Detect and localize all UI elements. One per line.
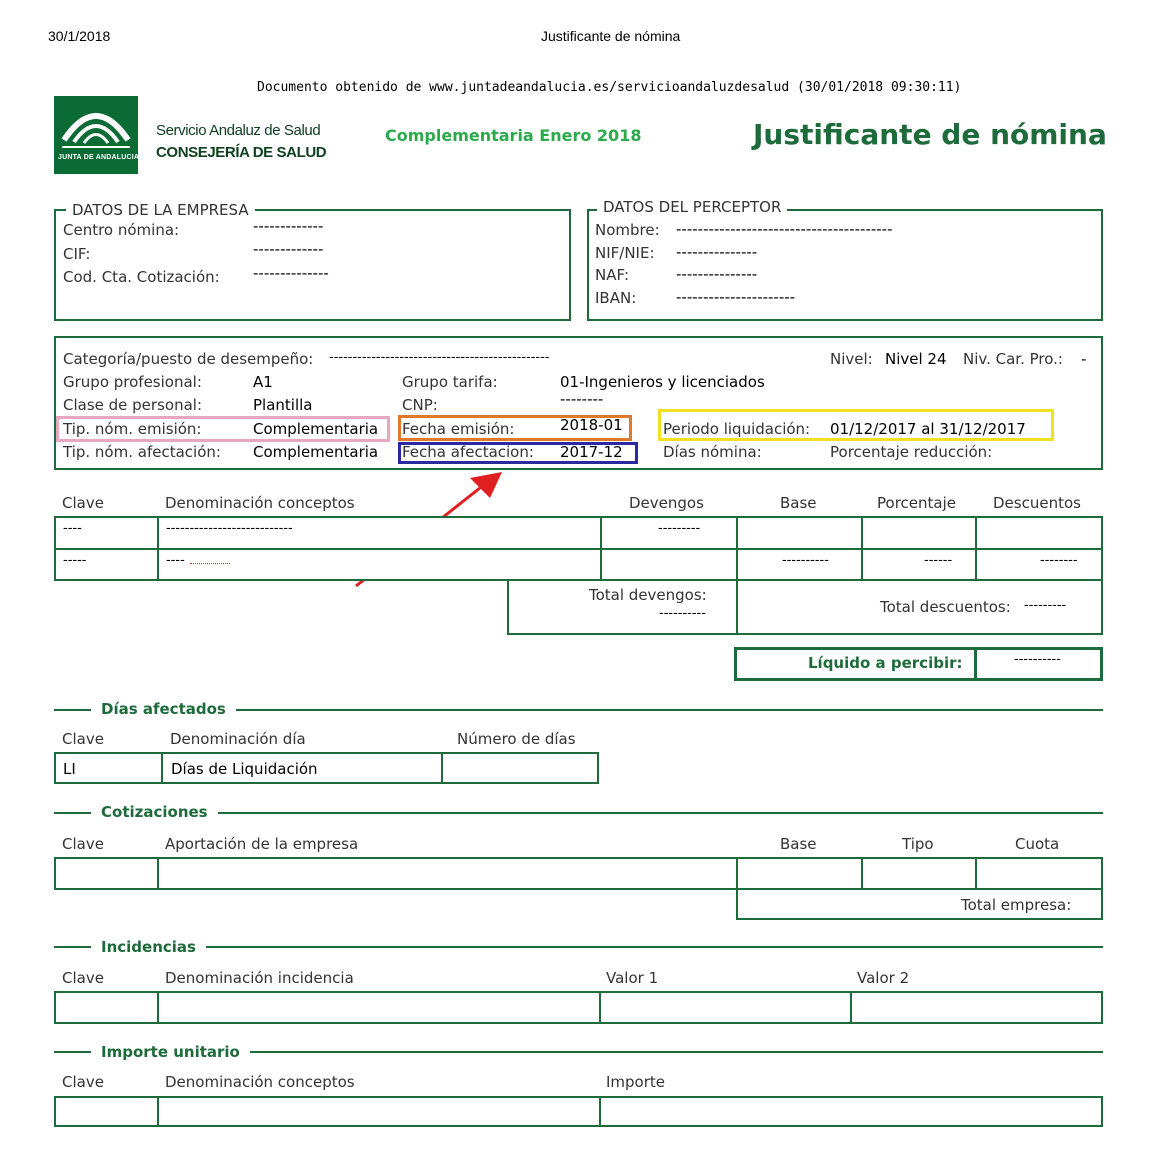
cot-header-cuota: Cuota bbox=[1015, 835, 1060, 853]
dias-nomina-label: Días nómina: bbox=[663, 443, 762, 461]
cot-header-tipo: Tipo bbox=[902, 835, 934, 853]
highlight-fecha-emision bbox=[398, 415, 632, 441]
highlight-periodo bbox=[658, 409, 1054, 441]
total-descuentos-label: Total descuentos: bbox=[880, 598, 1011, 616]
cif-value: ------------- bbox=[253, 240, 324, 258]
cotizaciones-table bbox=[54, 857, 1103, 890]
org-name: Servicio Andaluz de Salud bbox=[156, 122, 321, 139]
conceptos-col-divider bbox=[157, 516, 159, 581]
liquido-value: ---------- bbox=[1014, 652, 1061, 667]
table-cell: ----- bbox=[63, 553, 87, 568]
grupo-tarifa-value: 01-Ingenieros y licenciados bbox=[560, 373, 765, 391]
main-title: Justificante de nómina bbox=[753, 118, 1107, 151]
cot-header-base: Base bbox=[780, 835, 817, 853]
conceptos-col-divider bbox=[861, 516, 863, 581]
centro-nomina-label: Centro nómina: bbox=[63, 221, 180, 239]
nombre-label: Nombre: bbox=[595, 221, 660, 239]
nivel-value: Nivel 24 bbox=[885, 350, 947, 368]
conceptos-header-porcentaje: Porcentaje bbox=[877, 494, 956, 512]
org-dept: CONSEJERÍA DE SALUD bbox=[156, 144, 327, 161]
imp-header-denominacion: Denominación conceptos bbox=[165, 1073, 355, 1091]
importe-unitario-table bbox=[54, 1096, 1103, 1127]
incidencias-title: Incidencias bbox=[91, 938, 206, 956]
dias-afectados-title: Días afectados bbox=[91, 700, 236, 718]
conceptos-row-divider bbox=[54, 548, 1103, 550]
cot-col-divider bbox=[157, 857, 159, 890]
fecha-emision-label: Fecha emisión: bbox=[402, 420, 515, 438]
dias-cell-clave: LI bbox=[63, 760, 76, 778]
conceptos-col-divider bbox=[975, 516, 977, 581]
cod-cta-label: Cod. Cta. Cotización: bbox=[63, 268, 220, 286]
incidencias-table bbox=[54, 991, 1103, 1024]
iban-value: ---------------------- bbox=[676, 288, 796, 306]
table-cell: ---- bbox=[63, 521, 82, 536]
table-cell: ------ bbox=[924, 553, 953, 568]
grupo-prof-label: Grupo profesional: bbox=[63, 373, 202, 391]
cod-cta-value: -------------- bbox=[253, 264, 329, 282]
conceptos-header-devengos: Devengos bbox=[629, 494, 704, 512]
nivel-label: Nivel: bbox=[830, 350, 873, 368]
junta-logo bbox=[54, 96, 138, 174]
liquido-label: Líquido a percibir: bbox=[808, 654, 963, 672]
cnp-value: -------- bbox=[560, 390, 604, 408]
total-devengos-value: ---------- bbox=[659, 606, 706, 621]
importe-unitario-title: Importe unitario bbox=[91, 1043, 250, 1061]
empresa-legend: DATOS DE LA EMPRESA bbox=[66, 201, 255, 219]
dias-table bbox=[54, 752, 599, 784]
conceptos-col-divider bbox=[600, 516, 602, 581]
categoria-value: ----------------------------------------------- bbox=[329, 350, 550, 365]
total-empresa-label: Total empresa: bbox=[961, 896, 1072, 914]
highlight-fecha-afect bbox=[398, 442, 638, 464]
liquido-divider bbox=[974, 647, 977, 681]
periodo-value: 01/12/2017 al 31/12/2017 bbox=[830, 420, 1026, 438]
junta-arch-logo-icon bbox=[54, 96, 138, 174]
inc-header-denominacion: Denominación incidencia bbox=[165, 969, 354, 987]
conceptos-header-clave: Clave bbox=[62, 494, 104, 512]
grupo-tarifa-label: Grupo tarifa: bbox=[402, 373, 498, 391]
dias-col-divider bbox=[161, 752, 163, 784]
inc-col-divider bbox=[599, 991, 601, 1024]
total-devengos-label: Total devengos: bbox=[589, 586, 707, 604]
cnp-label: CNP: bbox=[402, 396, 438, 414]
inc-header-valor1: Valor 1 bbox=[606, 969, 659, 987]
centro-nomina-value: ------------- bbox=[253, 217, 324, 235]
cotizaciones-title: Cotizaciones bbox=[91, 803, 218, 821]
conceptos-col-divider bbox=[736, 516, 738, 581]
tip-afect-value: Complementaria bbox=[253, 443, 379, 461]
tip-emision-label: Tip. nóm. emisión: bbox=[63, 420, 202, 438]
imp-header-importe: Importe bbox=[606, 1073, 666, 1091]
imp-col-divider bbox=[599, 1096, 601, 1127]
fecha-afect-label: Fecha afectacion: bbox=[402, 443, 534, 461]
cot-col-divider bbox=[736, 857, 738, 890]
print-title: Justificante de nómina bbox=[541, 28, 681, 44]
dias-cell-denominacion: Días de Liquidación bbox=[171, 760, 318, 778]
dias-header-clave: Clave bbox=[62, 730, 104, 748]
inc-header-valor2: Valor 2 bbox=[857, 969, 910, 987]
print-date: 30/1/2018 bbox=[48, 28, 111, 44]
document-source: Documento obtenido de www.juntadeandalucia.es/servicioandaluzdesalud (30/01/2018 09:30:11) bbox=[257, 80, 962, 95]
logo-text: JUNTA DE ANDALUCIA bbox=[58, 154, 140, 161]
fecha-afect-value: 2017-12 bbox=[560, 443, 623, 461]
clase-value: Plantilla bbox=[253, 396, 313, 414]
nif-label: NIF/NIE: bbox=[595, 244, 655, 262]
cot-header-aportacion: Aportación de la empresa bbox=[165, 835, 359, 853]
cot-col-divider bbox=[975, 857, 977, 890]
dias-col-divider bbox=[441, 752, 443, 784]
imp-col-divider bbox=[157, 1096, 159, 1127]
niv-car-label: Niv. Car. Pro.: bbox=[963, 350, 1063, 368]
subtitle: Complementaria Enero 2018 bbox=[385, 126, 642, 145]
clase-label: Clase de personal: bbox=[63, 396, 202, 414]
grupo-prof-value: A1 bbox=[253, 373, 273, 391]
incidencias-rule bbox=[54, 946, 1103, 948]
table-cell: ---------- bbox=[782, 553, 829, 568]
imp-header-clave: Clave bbox=[62, 1073, 104, 1091]
porcentaje-reduccion-label: Porcentaje reducción: bbox=[830, 443, 993, 461]
naf-label: NAF: bbox=[595, 266, 629, 284]
naf-value: --------------- bbox=[676, 265, 758, 283]
nombre-value: ---------------------------------------- bbox=[676, 220, 893, 238]
iban-label: IBAN: bbox=[595, 289, 637, 307]
highlight-tip-emision bbox=[56, 416, 390, 442]
cot-col-divider bbox=[861, 857, 863, 890]
tip-afect-label: Tip. nóm. afectación: bbox=[63, 443, 221, 461]
periodo-label: Periodo liquidación: bbox=[663, 420, 811, 438]
conceptos-header-denominacion: Denominación conceptos bbox=[165, 494, 355, 512]
perceptor-legend: DATOS DEL PERCEPTOR bbox=[597, 198, 787, 216]
table-cell: --------- bbox=[658, 521, 701, 536]
conceptos-header-base: Base bbox=[780, 494, 817, 512]
inc-col-divider bbox=[850, 991, 852, 1024]
conceptos-header-descuentos: Descuentos bbox=[993, 494, 1081, 512]
table-cell: ---- bbox=[166, 553, 185, 568]
inc-header-clave: Clave bbox=[62, 969, 104, 987]
cot-header-clave: Clave bbox=[62, 835, 104, 853]
table-cell: -------- bbox=[1040, 553, 1078, 568]
cif-label: CIF: bbox=[63, 245, 91, 263]
table-cell: --------------------------- bbox=[166, 521, 293, 536]
dias-header-denominacion: Denominación día bbox=[170, 730, 306, 748]
red-dotted-mark bbox=[190, 563, 230, 564]
nif-value: --------------- bbox=[676, 243, 758, 261]
inc-col-divider bbox=[157, 991, 159, 1024]
total-descuentos-value: --------- bbox=[1024, 598, 1067, 613]
dias-header-numero: Número de días bbox=[457, 730, 576, 748]
niv-car-value: - bbox=[1081, 350, 1087, 368]
categoria-label: Categoría/puesto de desempeño: bbox=[63, 350, 314, 368]
tip-emision-value: Complementaria bbox=[253, 420, 379, 438]
fecha-emision-value: 2018-01 bbox=[560, 416, 623, 434]
